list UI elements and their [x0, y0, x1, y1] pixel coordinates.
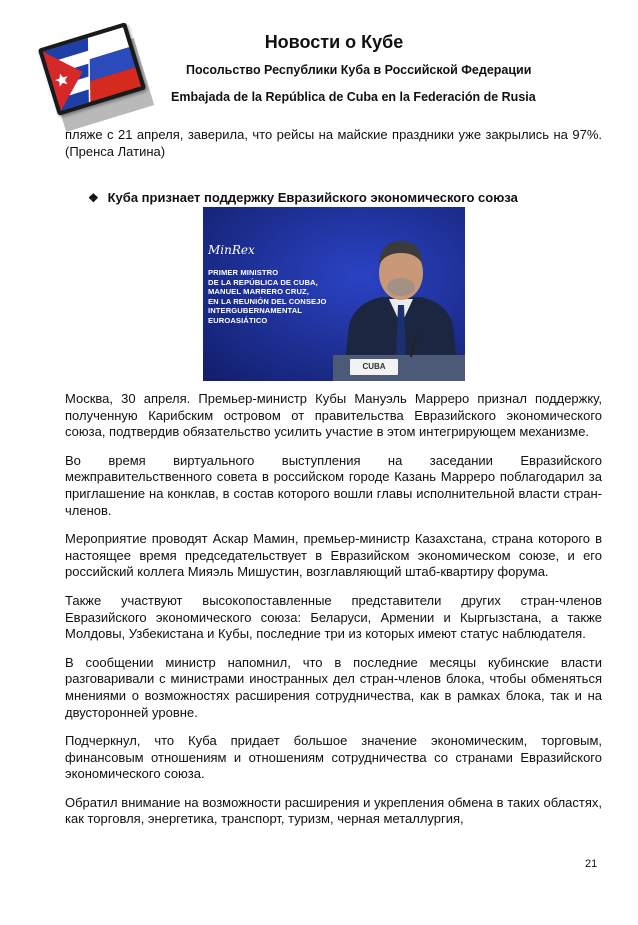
photo-caption: [208, 268, 358, 326]
article-paragraph: Обратил внимание на возможности расширения и укрепления обмена в таких областях, как торговля, энергетика, транспорт, туризм, черная металлургия,: [65, 794, 602, 827]
article-paragraph: В сообщении министр напомнил, что в последние месяцы кубинские власти разговаривали с министрами иностранных дел стран-членов блока, чтобы обменяться мнениями о возможностях расширения сотрудничества, как в рамках блока, так и на двусторонней уровне.: [65, 654, 602, 720]
headline-text: Куба признает поддержку Евразийского экономического союза: [107, 190, 518, 205]
caption-line: EUROASIÁTICO: [208, 315, 268, 325]
page-header: [0, 0, 638, 130]
article-paragraph: Мероприятие проводят Аскар Мамин, премьер-министр Казахстана, страна которого в настоящее время председательствует в Евразийском экономическом союзе, и его российский коллега Мияэль Мишустин, возглавляющий штаб-квартиру форума.: [65, 531, 602, 580]
diamond-bullet-icon: ❖: [88, 191, 99, 205]
cuba-nameplate: CUBA: [350, 359, 398, 375]
page-title: Новости о Кубе: [264, 32, 404, 52]
lead-block: [65, 127, 602, 160]
caption-line: DE LA REPÚBLICA DE CUBA,: [208, 277, 318, 287]
caption-line: INTERGUBERNAMENTAL: [208, 306, 303, 316]
lead-paragraph: пляже с 21 апреля, заверила, что рейсы на майские праздники уже закрылись на 97%. (Пренса Латина): [65, 127, 602, 159]
article-paragraph: Москва, 30 апреля. Премьер-министр Кубы Мануэль Марреро признал поддержку, полученную Карибским островом от правительства Евразийского экономического союза, подтвердив обязательство усилить участие в этом интегрирующем механизме.: [65, 391, 602, 440]
article-headline: [88, 190, 518, 205]
article-paragraph: Во время виртуального выступления на заседании Евразийского межправительственного совета в российском городе Казань Марреро поблагодарил за приглашение на конклав, в состав которого вошли главы исполнительной власти стран-членов.: [65, 452, 602, 518]
article-body: [65, 391, 602, 828]
subtitle-russian: Посольство Республики Куба в Российской Федерации: [186, 63, 532, 77]
minrex-logo: MinRex: [208, 243, 255, 257]
article-paragraph: Также участвуют высокопоставленные представители других стран-членов Евразийского экономического союза: Беларуси, Армении и Кыргызстана, а также Молдовы, Узбекистана и Кубы, последние три из которых имеют статус наблюдателя.: [65, 592, 602, 642]
caption-line: EN LA REUNIÓN DEL CONSEJO: [208, 296, 327, 306]
subtitle-spanish: Embajada de la República de Cuba en la Federación de Rusia: [171, 90, 536, 104]
caption-line: MANUEL MARRERO CRUZ,: [208, 287, 309, 297]
page-number: 21: [585, 858, 598, 870]
caption-line: PRIMER MINISTRO: [208, 268, 279, 277]
article-photo: [203, 207, 465, 381]
article-paragraph: Подчеркнул, что Куба придает большое значение экономическим, торговым, финансовым отношениям и отношениям сотрудничества со странами Евразийского экономического союза.: [65, 733, 602, 782]
